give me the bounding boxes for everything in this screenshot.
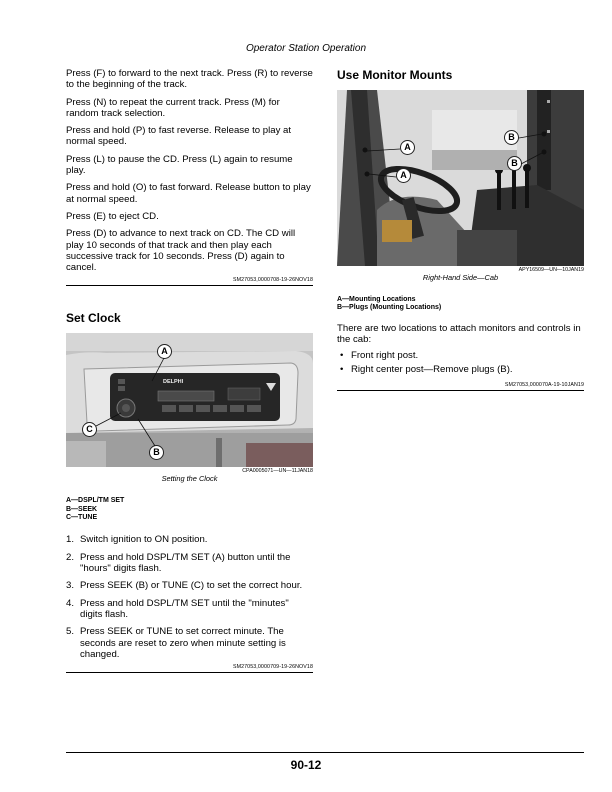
legend-item: C—TUNE [66, 513, 98, 521]
legend-item: B—Plugs (Mounting Locations) [337, 304, 442, 312]
step-item [66, 598, 313, 620]
callout-c: C [82, 422, 97, 437]
bullet-text: Front right post. [351, 350, 419, 362]
cd-paragraph: Press (L) to pause the CD. Press (L) again to resume play. [66, 153, 293, 176]
cd-paragraph: Press and hold (O) to fast forward. Release button to play at normal speed. [66, 182, 311, 205]
monitor-mounts-heading: Use Monitor Mounts [337, 68, 453, 82]
step-item [66, 552, 313, 574]
cab-legend [337, 296, 584, 313]
step-text: Press and hold DSPL/TM SET (A) button until the "hours" digits flash. [80, 551, 291, 574]
cd-paragraph: Press (D) to advance to next track on CD. The CD will play 10 seconds of that track and then play each successive track for 10 seconds. Press (D) again to cancel. [66, 228, 296, 273]
running-head: Operator Station Operation [245, 43, 367, 54]
step-item [66, 626, 313, 660]
callout-b-upper: B [504, 130, 519, 145]
callout-a-upper: A [400, 140, 415, 155]
set-clock-heading: Set Clock [66, 311, 121, 326]
cab-caption: Right-Hand Side—Cab [422, 273, 499, 282]
legend-item: A—DSPL/TM SET [66, 497, 125, 505]
clock-steps [66, 534, 313, 660]
step-number: 1. [66, 534, 75, 546]
mounts-intro: There are two locations to attach monitors and controls in the cab: [337, 322, 581, 346]
callout-b-lower: B [507, 156, 522, 171]
step-number: 3. [66, 580, 75, 592]
step-item [66, 580, 313, 591]
step-text: Press SEEK or TUNE to set correct minute. The seconds are reset to zero when minute setting is changed. [80, 626, 286, 660]
legend-item: A—Mounting Locations [337, 296, 416, 303]
cd-instructions [66, 68, 313, 286]
step-text: Press SEEK (B) or TUNE (C) to set the correct hour. [80, 580, 303, 592]
cab-callout-leaders [337, 90, 584, 266]
bullet-item: • Right center post—Remove plugs (B). [340, 364, 513, 376]
cd-paragraph: Press and hold (P) to fast reverse. Release to play at normal speed. [66, 125, 292, 148]
mounts-reference-code: SM27053,000070A-19-10JAN19 [337, 382, 584, 391]
radio-photo [66, 333, 313, 467]
step-number: 5. [66, 626, 75, 638]
cab-photo [337, 90, 584, 266]
cab-photo-id: APY16509—UN—10JAN19 [518, 267, 584, 273]
cd-paragraph: Press (E) to eject CD. [66, 210, 159, 222]
step-number: 4. [66, 597, 75, 609]
step-number: 2. [66, 551, 75, 563]
clock-reference-code: SM27053,0000709-19-26NOV18 [66, 664, 313, 673]
callout-b: B [149, 445, 164, 460]
bullet-text: Right center post—Remove plugs (B). [351, 364, 513, 376]
cd-paragraph: Press (F) to forward to the next track. Press (R) to reverse to the beginning of the track. [66, 68, 313, 91]
callout-a: A [157, 344, 172, 359]
cd-reference-code: SM27053,0000708-19-26NOV18 [66, 277, 313, 286]
step-item [66, 534, 313, 545]
right-column [337, 68, 584, 391]
step-text: Press and hold DSPL/TM SET until the "minutes" digits flash. [80, 597, 289, 620]
left-column [66, 68, 313, 673]
radio-brand-text: DELPHI [163, 379, 184, 386]
clock-legend [66, 497, 313, 522]
callout-a-lower: A [396, 168, 411, 183]
step-text: Switch ignition to ON position. [80, 534, 208, 546]
mount-locations-list [337, 350, 584, 375]
legend-item: B—SEEK [66, 505, 98, 513]
callout-leaders [66, 333, 313, 467]
clock-photo-id: CPA0005071—UN—11JAN18 [242, 468, 313, 475]
bullet-item: • Front right post. [340, 350, 419, 362]
cd-paragraph: Press (N) to repeat the current track. Press (M) for random track selection. [66, 96, 280, 119]
footer-rule [66, 752, 584, 753]
page-number: 90-12 [290, 758, 322, 772]
clock-caption: Setting the Clock [161, 474, 218, 484]
